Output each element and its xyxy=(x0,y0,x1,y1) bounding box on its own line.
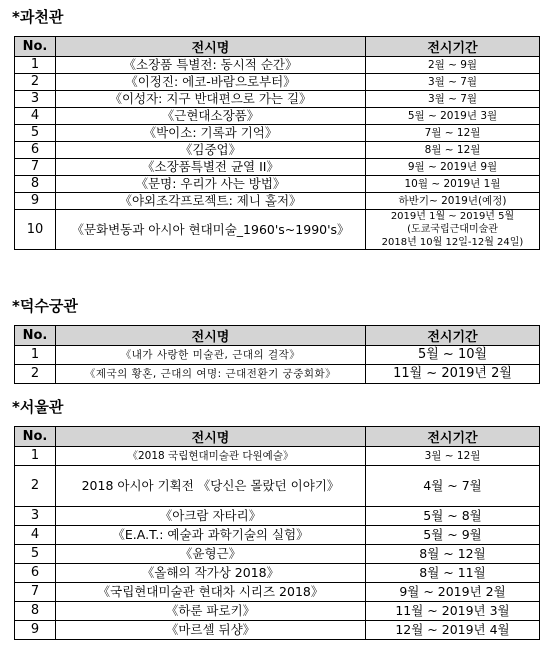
exhibition-period: 5월 ~ 9월 xyxy=(366,526,540,545)
exhibition-period: 8월 ~ 11월 xyxy=(366,564,540,583)
table-row xyxy=(15,142,540,159)
table-row xyxy=(15,583,540,602)
exhibition-period: 3월 ~ 7월 xyxy=(366,91,540,108)
row-no: 9 xyxy=(15,193,56,210)
row-no: 2 xyxy=(15,74,56,91)
table-row xyxy=(15,526,540,545)
exhibition-name: 《근현대소장품》 xyxy=(56,108,366,125)
exhibition-name: 《E.A.T.: 예술과 과학기술의 실험》 xyxy=(56,526,366,545)
row-no: 3 xyxy=(15,507,56,526)
exhibition-name: 2018 아시아 기획전 《당신은 몰랐던 이야기》 xyxy=(56,466,366,507)
exhibition-name: 《이정진: 에코-바람으로부터》 xyxy=(56,74,366,91)
exhibition-name: 《이성자: 지구 반대편으로 가는 길》 xyxy=(56,91,366,108)
row-no: 4 xyxy=(15,526,56,545)
exhibition-period: 7월 ~ 12월 xyxy=(366,125,540,142)
exhibition-name: 《문명: 우리가 사는 방법》 xyxy=(56,176,366,193)
table-row xyxy=(15,125,540,142)
row-no: 5 xyxy=(15,545,56,564)
row-no: 8 xyxy=(15,176,56,193)
row-no: 1 xyxy=(15,346,56,365)
exhibition-name: 《내가 사랑한 미술관, 근대의 걸작》 xyxy=(56,346,366,365)
table-header-row xyxy=(15,37,540,57)
exhibition-name: 《문화변동과 아시아 현대미술_1960's~1990's》 xyxy=(56,210,366,250)
table-row xyxy=(15,346,540,365)
table-row xyxy=(15,210,540,250)
header-name: 전시명 xyxy=(56,326,366,346)
exhibition-name: 《하룬 파로키》 xyxy=(56,602,366,621)
exhibition-name: 《김중업》 xyxy=(56,142,366,159)
exhibition-period: 12월 ~ 2019년 4월 xyxy=(366,621,540,640)
row-no: 3 xyxy=(15,91,56,108)
table-row xyxy=(15,74,540,91)
header-period: 전시기간 xyxy=(366,326,540,346)
table-row xyxy=(15,176,540,193)
exhibition-name: 《박이소: 기록과 기억》 xyxy=(56,125,366,142)
exhibition-period: 9월 ~ 2019년 2월 xyxy=(366,583,540,602)
table-row xyxy=(15,57,540,74)
header-period: 전시기간 xyxy=(366,427,540,447)
table-row xyxy=(15,365,540,384)
table-row xyxy=(15,193,540,210)
exhibition-name: 《마르셀 뒤샹》 xyxy=(56,621,366,640)
table-row xyxy=(15,507,540,526)
exhibition-period xyxy=(366,210,540,250)
period-line: 2019년 1월 ~ 2019년 5월 xyxy=(390,211,515,222)
period-line: 2018년 10월 12일-12월 24일) xyxy=(381,237,524,248)
row-no: 2 xyxy=(15,365,56,384)
exhibition-period: 4월 ~ 7월 xyxy=(366,466,540,507)
exhibition-period: 2월 ~ 9월 xyxy=(366,57,540,74)
exhibition-period: 8월 ~ 12월 xyxy=(366,142,540,159)
row-no: 9 xyxy=(15,621,56,640)
table-header-row xyxy=(15,427,540,447)
exhibition-period: 9월 ~ 2019년 9월 xyxy=(366,159,540,176)
table-row xyxy=(15,159,540,176)
table-row xyxy=(15,545,540,564)
exhibition-name: 《소장품 특별전: 동시적 순간》 xyxy=(56,57,366,74)
exhibition-period: 5월 ~ 10월 xyxy=(366,346,540,365)
exhibition-period: 하반기~ 2019년(예정) xyxy=(366,193,540,210)
row-no: 6 xyxy=(15,564,56,583)
exhibition-name: 《국립현대미술관 현대차 시리즈 2018》 xyxy=(56,583,366,602)
section-title-seoul: *서울관 xyxy=(12,398,64,416)
exhibition-name: 《올해의 작가상 2018》 xyxy=(56,564,366,583)
header-no: No. xyxy=(15,326,56,346)
table-row xyxy=(15,108,540,125)
exhibition-period: 11월 ~ 2019년 2월 xyxy=(366,365,540,384)
header-period: 전시기간 xyxy=(366,37,540,57)
table-row xyxy=(15,466,540,507)
exhibition-name: 《아크람 자타리》 xyxy=(56,507,366,526)
exhibition-name: 《제국의 황혼, 근대의 여명: 근대전환기 궁중회화》 xyxy=(56,365,366,384)
exhibition-period: 11월 ~ 2019년 3월 xyxy=(366,602,540,621)
row-no: 7 xyxy=(15,159,56,176)
deoksugung-exhibition-table xyxy=(14,325,540,384)
row-no: 6 xyxy=(15,142,56,159)
exhibition-period: 5월 ~ 2019년 3월 xyxy=(366,108,540,125)
row-no: 1 xyxy=(15,57,56,74)
table-header-row xyxy=(15,326,540,346)
row-no: 4 xyxy=(15,108,56,125)
section-title-deoksugung: *덕수궁관 xyxy=(12,297,78,315)
row-no: 1 xyxy=(15,447,56,466)
row-no: 7 xyxy=(15,583,56,602)
section-title-gwacheon: *과천관 xyxy=(12,8,64,26)
exhibition-period: 10월 ~ 2019년 1월 xyxy=(366,176,540,193)
exhibition-period: 3월 ~ 12월 xyxy=(366,447,540,466)
exhibition-name: 《2018 국립현대미술관 다원예술》 xyxy=(56,447,366,466)
row-no: 10 xyxy=(15,210,56,250)
header-no: No. xyxy=(15,37,56,57)
row-no: 2 xyxy=(15,466,56,507)
row-no: 8 xyxy=(15,602,56,621)
table-row xyxy=(15,602,540,621)
table-row xyxy=(15,447,540,466)
header-name: 전시명 xyxy=(56,37,366,57)
exhibition-period: 3월 ~ 7월 xyxy=(366,74,540,91)
exhibition-period: 8월 ~ 12월 xyxy=(366,545,540,564)
table-row xyxy=(15,564,540,583)
row-no: 5 xyxy=(15,125,56,142)
exhibition-name: 《소장품특별전 균열 II》 xyxy=(56,159,366,176)
exhibition-name: 《야외조각프로젝트: 제니 홀저》 xyxy=(56,193,366,210)
gwacheon-exhibition-table xyxy=(14,36,540,250)
exhibition-period: 5월 ~ 8월 xyxy=(366,507,540,526)
exhibition-name: 《윤형근》 xyxy=(56,545,366,564)
header-name: 전시명 xyxy=(56,427,366,447)
header-no: No. xyxy=(15,427,56,447)
seoul-exhibition-table xyxy=(14,426,540,640)
period-line: (도쿄국립근대미술관 xyxy=(407,224,498,235)
table-row xyxy=(15,91,540,108)
table-row xyxy=(15,621,540,640)
